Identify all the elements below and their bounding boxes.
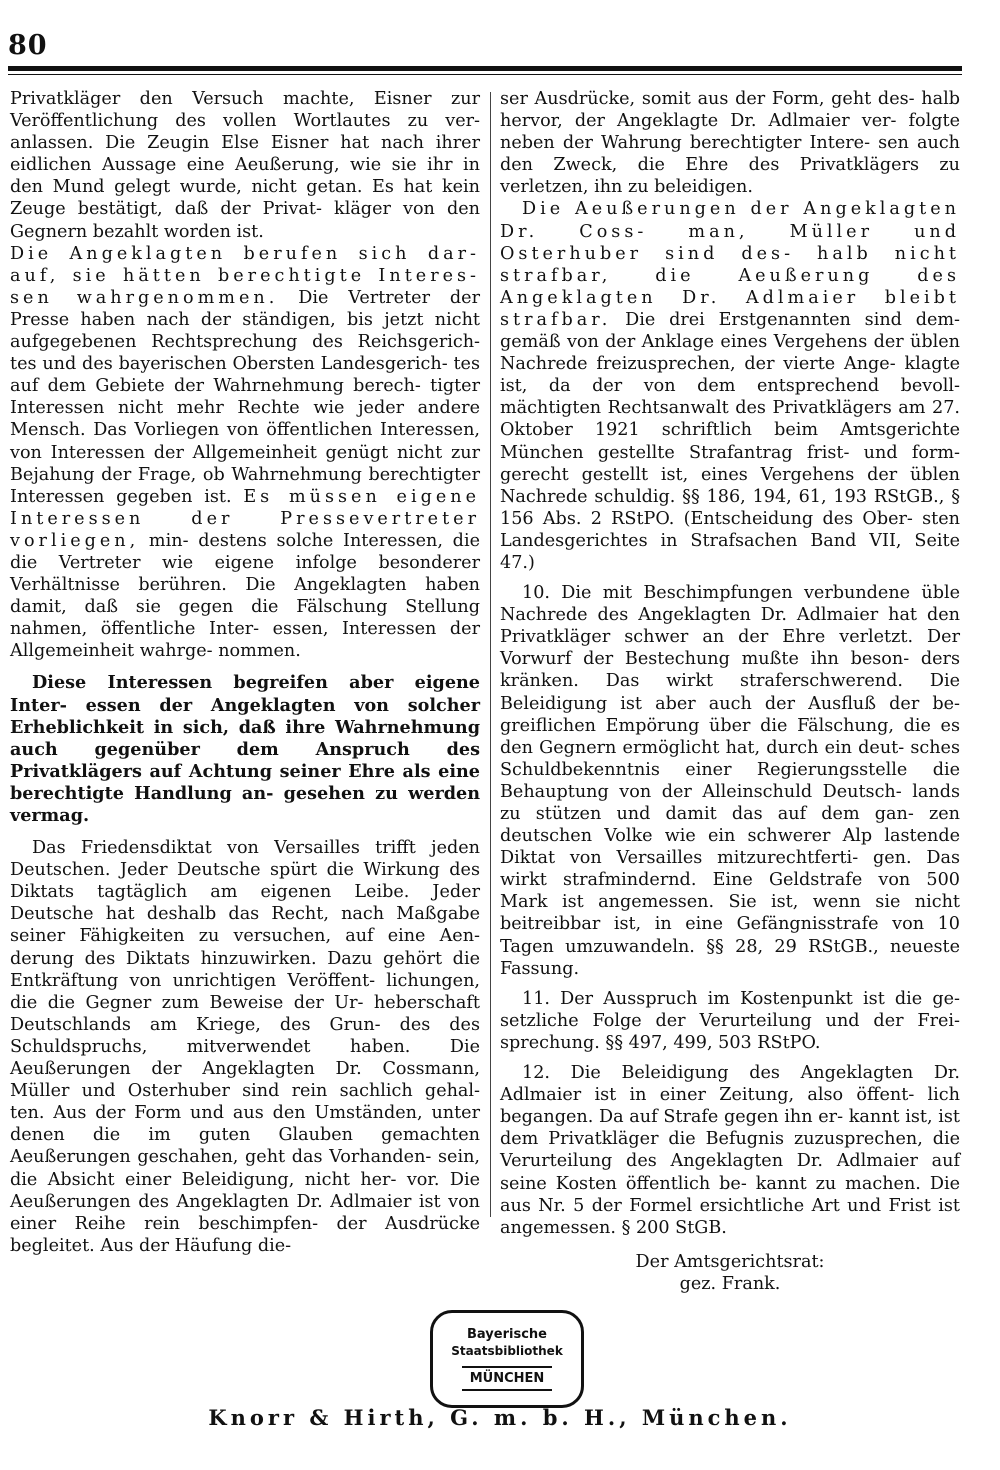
paragraph: Das Friedensdiktat von Versailles trifft jeden Deutschen. Jeder Deutsche spürt die Wirkung des Diktats tagtäglich am eigenen Leibe. Jeder Deutsche hat deshalb das Recht, nach Maßgabe seiner Fähigkeiten zu versuchen, auf eine Aen- derung des Diktats hinzuwirken. Dazu gehört die Entkräftung von unrichtigen Veröffent- lichungen, die die Gegner zum Beweise der Ur- heberschaft Deutschlands am Kriege, des Grun- des des Schuldspruchs, mitverwendet haben. Die Aeußerungen der Angeklagten Dr. Cossmann, Müller und Osterhuber sind rein sachlich gehal- ten. Aus der Form und aus den Umständen, unter denen die im guten Glauben gemachten Aeußerungen geschahen, geht das Vorhanden- sein, die Absicht einer Beleidigung, nicht her- vor. Die Aeußerungen des Angeklagten Dr. Adlmaier ist von einer Reihe rein beschimpfen- der Ausdrücke begleitet. Aus der Häufung die- [10,838,480,1256]
header-rule [8,66,962,71]
paragraph: Die Vertreter der Presse haben nach der ständigen, bis jetzt nicht aufgegebenen Rechtsprechung des Reichsgerich- tes und des bayerischen Obersten Landesgerich- tes auf dem Gebiete der Wahrnehmung berech- tigter Interessen nicht mehr Rechte wie jeder andere Mensch. Das Vorliegen von öffentlichen Interessen, von Interessen der Allgemeinheit genügt nicht zur Bejahung der Frage, ob Wahrnehmung berechtigter Interessen gegeben ist. [10,287,480,507]
page-number: 80 [8,30,48,61]
left-column [10,88,480,1257]
paragraph: 10. Die mit Beschimpfungen verbundene üble Nachrede des Angeklagten Dr. Adlmaier hat den Privatkläger schwer an der Ehre verletzt. Der Vorwurf der Bestechung mußte ihn beson- ders kränken. Das wirkt straferschwerend. Die Beleidigung ist aber auch der Ausfluß der be- greiflichen Empörung über die Fälschung, die es den Gegnern ermöglicht hat, durch ein deut- sches Schuldbekenntnis einer Regierungsstelle die Behauptung von der Alleinschuld Deutsch- lands zu stützen und damit das auf dem gan- zen deutschen Volke wie ein schwerer Alp lastende Diktat von Versailles mitzurechtferti- gen. Das wirkt strafmindernd. Eine Geldstrafe von 500 Mark ist angemessen. Sie ist, wenn sie nicht beitreibbar ist, in eine Gefängnisstrafe von 10 Tagen umzuwandeln. §§ 28, 29 RStGB., neueste Fassung. [500,583,960,979]
publisher-footer: Knorr & Hirth, G. m. b. H., München. [208,1405,792,1430]
column-divider [490,92,491,1217]
paragraph: Privatkläger den Versuch machte, Eisner zur Veröffentlichung des vollen Wortlautes zu ver- anlassen. Die Zeugin Else Eisner hat nach ihrer eidlichen Aussage eine Aeußerung, wie sie ihr in den Mund gelegt wurde, nicht getan. Es hat kein Zeuge bestätigt, daß der Privat- kläger von den Gegnern bezahlt worden ist. [10,89,480,242]
stamp-line: Bayerische [467,1327,547,1342]
paragraph: ser Ausdrücke, somit aus der Form, geht des- halb hervor, der Angeklagte Dr. Adlmaier ver- folgte neben der Wahrung berechtigter Intere- sen auch den Zweck, die Ehre des Privatklägers zu verletzen, ihn zu beleidigen. [500,89,960,198]
emphasis-spaced: Es müssen eigene Interessen der Pressevertreter vorliegen, [10,486,480,551]
paragraph-continuation: Die drei Erstgenannten sind dem- gemäß von der Anklage eines Vergehens der üblen Nachrede freizusprechen, der vierte Ange- klagte ist, da der von dem entsprechend bevoll- mächtigten Rechtsanwalt des Privatklägers am 27. Oktober 1921 schriftlich beim Amtsgerichte München gestellte Strafantrag frist- und form- gerecht gestellt ist, eines Vergehens der üblen Nachrede schuldig. §§ 186, 194, 61, 193 RStGB., § 156 Abs. 2 RStPO. (Entscheidung des Ober- sten Landesgerichtes in Strafsachen Band VII, Seite 47.) [500,309,961,573]
emphasis-spaced: Die Aeußerungen der Angeklagten Dr. Coss- man, Müller und Osterhuber sind des- halb nicht strafbar, die Aeußerung des Angeklagten Dr. Adlmaier bleibt strafbar. [500,199,960,330]
header-rule-thin [8,74,962,75]
bold-paragraph: Diese Interessen begreifen aber eigene Inter- essen der Angeklagten von solcher Erheblichkeit in sich, daß ihre Wahrnehmung auch gegenüber dem Anspruch des Privatklägers auf Achtung seiner Ehre als eine berechtigte Handlung an- gesehen zu werden vermag. [10,672,480,826]
paragraph: min- destens solche Interessen, die die Vertreter wie eigene infolge besonderer Verhältnisse berühren. Die Angeklagten haben damit, daß sie gegen die Fälschung Stellung nahmen, öffentliche Inter- essen, Interessen der Allgemeinheit wahrge- nommen. [10,530,480,662]
signature-title: Der Amtsgerichtsrat: [635,1251,825,1272]
library-stamp [430,1310,584,1408]
stamp-line: MÜNCHEN [462,1366,553,1391]
emphasis-spaced: Die Angeklagten berufen sich dar- auf, sie hätten berechtigte Interes- sen wahrgenommen. [10,243,480,308]
stamp-line: Staatsbibliothek [451,1344,563,1358]
paragraph [500,198,960,574]
paragraph: 12. Die Beleidigung des Angeklagten Dr. Adlmaier ist in einer Zeitung, also öffent- lich begangen. Da auf Strafe gegen ihn er- kannt ist, ist dem Privatkläger die Befugnis zuzusprechen, die Verurteilung des Angeklagten Dr. Adlmaier auf seine Kosten öffentlich be- kannt zu machen. Die aus Nr. 5 der Formel ersichtliche Art und Frist ist angemessen. § 200 StGB. [500,1063,960,1238]
paragraph: 11. Der Ausspruch im Kostenpunkt ist die ge- setzliche Folge der Verurteilung und der Frei- sprechung. §§ 497, 499, 503 RStPO. [500,988,960,1053]
right-column [500,88,960,1295]
signature-name: gez. Frank. [679,1273,781,1294]
